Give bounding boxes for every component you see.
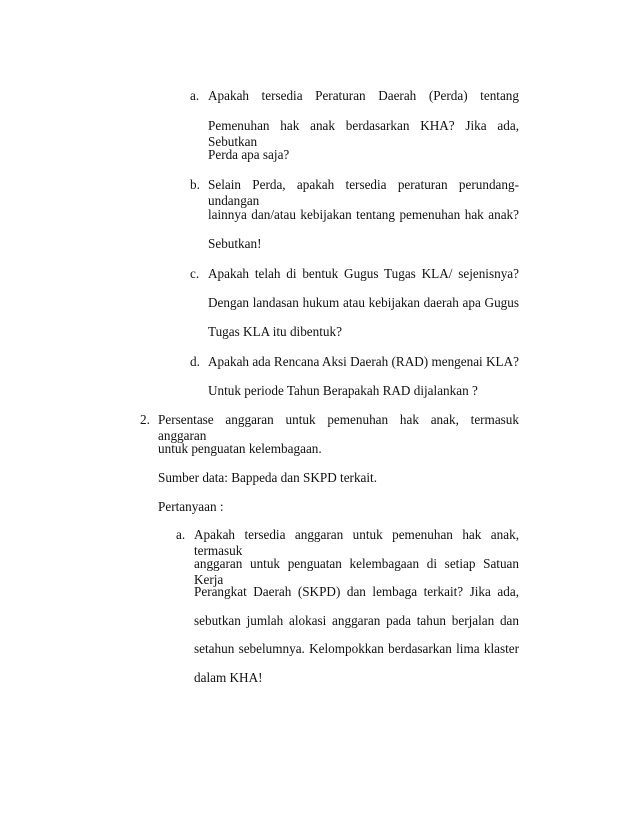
source-note: Sumber data: Bappeda dan SKPD terkait. <box>158 470 378 485</box>
question-a-line-1: Apakah tersedia anggaran untuk pemenuhan hak anak, termasuk <box>194 527 519 558</box>
numbered-item-2-line-1: Persentase anggaran untuk pemenuhan hak anak, termasuk anggaran <box>158 412 519 443</box>
list-marker-c: c. <box>190 266 200 281</box>
question-a-line-6: dalam KHA! <box>194 670 263 685</box>
question-a-line-2: anggaran untuk penguatan kelembagaan di setiap Satuan Kerja <box>194 556 519 587</box>
list-marker-a: a. <box>190 88 200 103</box>
list-item-b-line-1: Selain Perda, apakah tersedia peraturan perundang-undangan <box>208 177 519 208</box>
question-marker-a: a. <box>176 527 186 542</box>
list-item-a-line-2: Pemenuhan hak anak berdasarkan KHA? Jika ada, Sebutkan <box>208 118 519 149</box>
numbered-item-2-line-2: untuk penguatan kelembagaan. <box>158 441 322 456</box>
list-item-c-line-3: Tugas KLA itu dibentuk? <box>208 324 342 339</box>
list-item-b-line-2: lainnya dan/atau kebijakan tentang pemenuhan hak anak? <box>208 207 519 222</box>
list-item-a-line-1: Apakah tersedia Peraturan Daerah (Perda) tentang <box>208 88 519 103</box>
list-item-d-line-1: Apakah ada Rencana Aksi Daerah (RAD) mengenai KLA? <box>208 354 519 369</box>
list-marker-b: b. <box>190 177 200 192</box>
question-a-line-3: Perangkat Daerah (SKPD) dan lembaga terkait? Jika ada, <box>194 584 519 599</box>
list-item-b-line-3: Sebutkan! <box>208 236 262 251</box>
list-marker-d: d. <box>190 354 200 369</box>
list-marker-2: 2. <box>140 412 150 427</box>
list-item-c-line-2: Dengan landasan hukum atau kebijakan daerah apa Gugus <box>208 295 519 310</box>
question-label: Pertanyaan : <box>158 499 224 514</box>
question-a-line-4: sebutkan jumlah alokasi anggaran pada tahun berjalan dan <box>194 613 519 628</box>
list-item-d-line-2: Untuk periode Tahun Berapakah RAD dijalankan ? <box>208 383 478 398</box>
list-item-c-line-1: Apakah telah di bentuk Gugus Tugas KLA/ sejenisnya? <box>208 266 519 281</box>
question-a-line-5: setahun sebelumnya. Kelompokkan berdasarkan lima klaster <box>194 641 519 656</box>
list-item-a-line-3: Perda apa saja? <box>208 147 290 162</box>
